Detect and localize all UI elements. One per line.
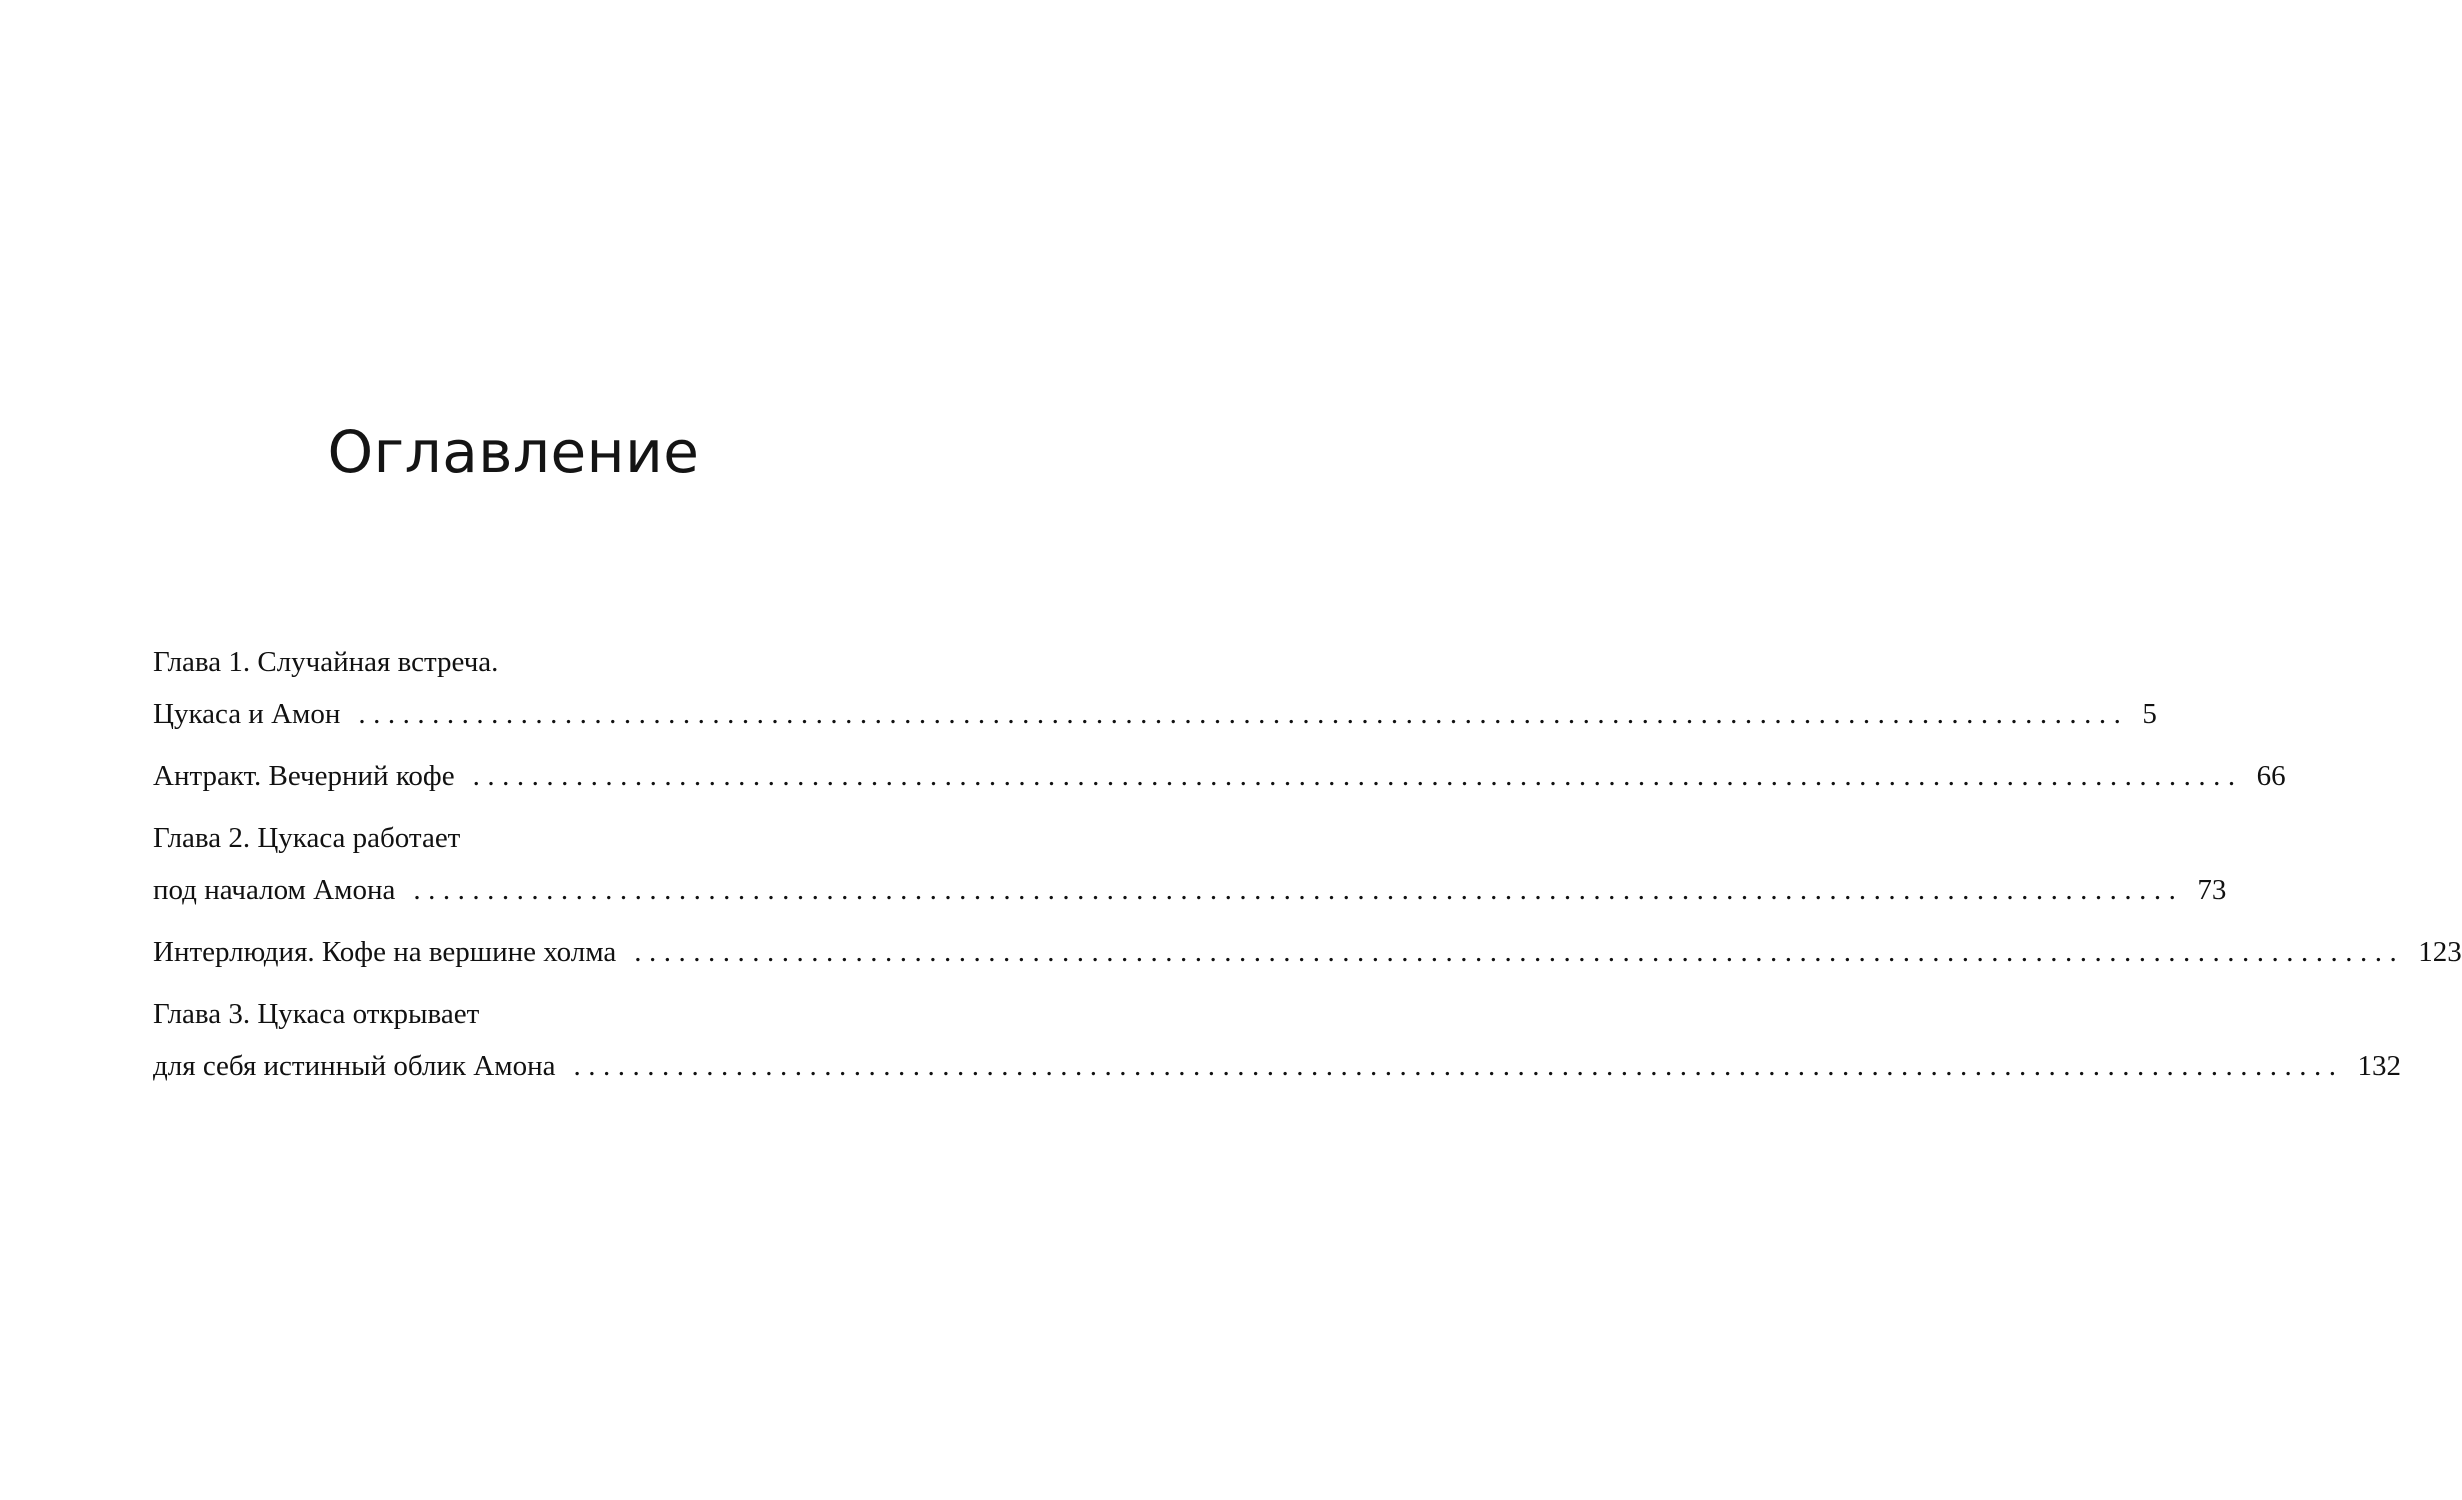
toc-entry-row <box>153 1040 2401 1092</box>
toc-entry-title-line: Глава 3. Цукаса открывает <box>153 998 480 1030</box>
page-title: Оглавление <box>327 418 700 486</box>
toc-entry-title: под началом Амона <box>153 874 396 906</box>
toc-entry-row <box>153 926 2462 978</box>
dot-leader: ........................................................................................................................ <box>634 936 2405 968</box>
toc-entry-title: Интерлюдия. Кофе на вершине холма <box>153 936 617 968</box>
toc-entry-title: Цукаса и Амон <box>153 698 341 730</box>
toc-entry[interactable] <box>153 636 2157 740</box>
dot-leader: ........................................................................................................................ <box>413 874 2184 906</box>
toc-page-number: 123 <box>2418 936 2462 968</box>
toc-entry-title-line: Глава 2. Цукаса работает <box>153 822 461 854</box>
toc-entry-row <box>153 750 2286 802</box>
toc-entry[interactable] <box>153 988 2401 1092</box>
toc-entry-row <box>153 688 2157 740</box>
toc-page-number: 132 <box>2357 1050 2401 1082</box>
toc-page-number: 73 <box>2197 874 2227 906</box>
toc-entry-title-line: Глава 1. Случайная встреча. <box>153 646 499 678</box>
toc-entry-title: Антракт. Вечерний кофе <box>153 760 455 792</box>
dot-leader: ........................................................................................................................ <box>573 1050 2344 1082</box>
toc-page-number: 5 <box>2142 698 2157 730</box>
toc-entry[interactable] <box>153 926 2462 978</box>
toc-entry[interactable] <box>153 812 2227 916</box>
dot-leader: ........................................................................................................................ <box>472 760 2243 792</box>
table-of-contents <box>153 636 2462 1102</box>
toc-entry-row <box>153 864 2227 916</box>
toc-page-number: 66 <box>2256 760 2286 792</box>
toc-entry-title: для себя истинный облик Амона <box>153 1050 556 1082</box>
dot-leader: ........................................................................................................................ <box>358 698 2129 730</box>
toc-entry[interactable] <box>153 750 2286 802</box>
